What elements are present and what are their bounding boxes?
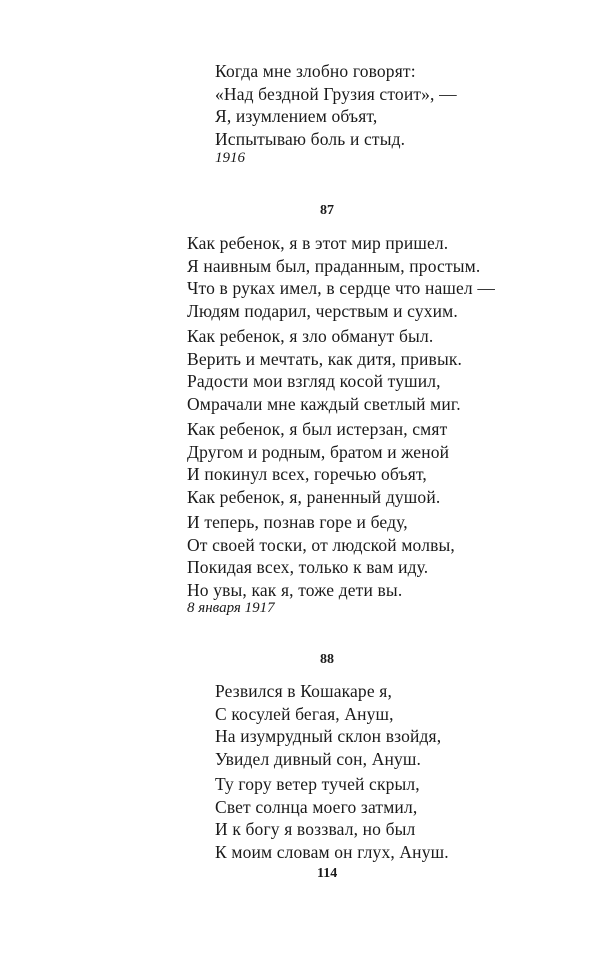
verse-line: Людям подарил, черствым и сухим. — [187, 300, 458, 321]
verse-line: Я наивным был, праданным, простым. — [187, 255, 481, 276]
poem-number: 88 — [320, 652, 334, 667]
verse-line: Ту гору ветер тучей скрыл, — [215, 774, 420, 794]
verse-line: Покидая всех, только к вам иду. — [187, 557, 429, 577]
verse-line: Но увы, как я, тоже дети вы. — [187, 579, 403, 600]
poem-date: 8 января 1917 — [187, 600, 275, 616]
verse-line: Радости мои взгляд косой тушил, — [187, 371, 441, 391]
verse-line: Как ребенок, я был истерзан, смят — [187, 419, 448, 439]
stanza — [187, 325, 462, 415]
poem-date: 1916 — [215, 150, 245, 166]
verse-line: Резвился в Кошакаре я, — [215, 681, 393, 701]
verse-line: И к богу я воззвал, но был — [215, 819, 416, 839]
stanza — [187, 418, 449, 508]
verse-line: Я, изумлением объят, — [215, 106, 378, 126]
verse-line: «Над бездной Грузия стоит», — — [215, 83, 457, 104]
verse-line: Испытываю боль и стыд. — [215, 128, 406, 149]
verse-line: На изумрудный склон взойдя, — [215, 726, 442, 746]
verse-line: И теперь, познав горе и беду, — [187, 512, 408, 532]
verse-line: Как ребенок, я в этот мир пришел. — [187, 233, 449, 253]
verse-line: Когда мне злобно говорят: — [215, 61, 416, 81]
verse-line: Что в руках имел, в сердце что нашел — — [187, 278, 495, 298]
stanza — [215, 680, 441, 770]
verse-line: От своей тоски, от людской молвы, — [187, 534, 455, 555]
verse-line: Омрачали мне каждый светлый миг. — [187, 393, 461, 414]
stanza — [187, 232, 495, 322]
verse-line: Свет солнца моего затмил, — [215, 796, 418, 817]
verse-line: Как ребенок, я, раненный душой. — [187, 486, 441, 507]
poem-number: 87 — [320, 203, 334, 218]
verse-line: Другом и родным, братом и женой — [187, 441, 450, 462]
top-stanza — [215, 60, 457, 150]
stanza — [215, 773, 449, 863]
verse-line: Верить и мечтать, как дитя, привык. — [187, 348, 463, 369]
stanza — [187, 511, 455, 601]
verse-line: Увидел дивный сон, Ануш. — [215, 748, 422, 769]
verse-line: К моим словам он глух, Ануш. — [215, 841, 449, 862]
verse-line: Как ребенок, я зло обманут был. — [187, 326, 434, 346]
verse-line: И покинул всех, горечью объят, — [187, 464, 427, 484]
verse-line: С косулей бегая, Ануш, — [215, 703, 394, 724]
page-number: 114 — [317, 866, 338, 881]
